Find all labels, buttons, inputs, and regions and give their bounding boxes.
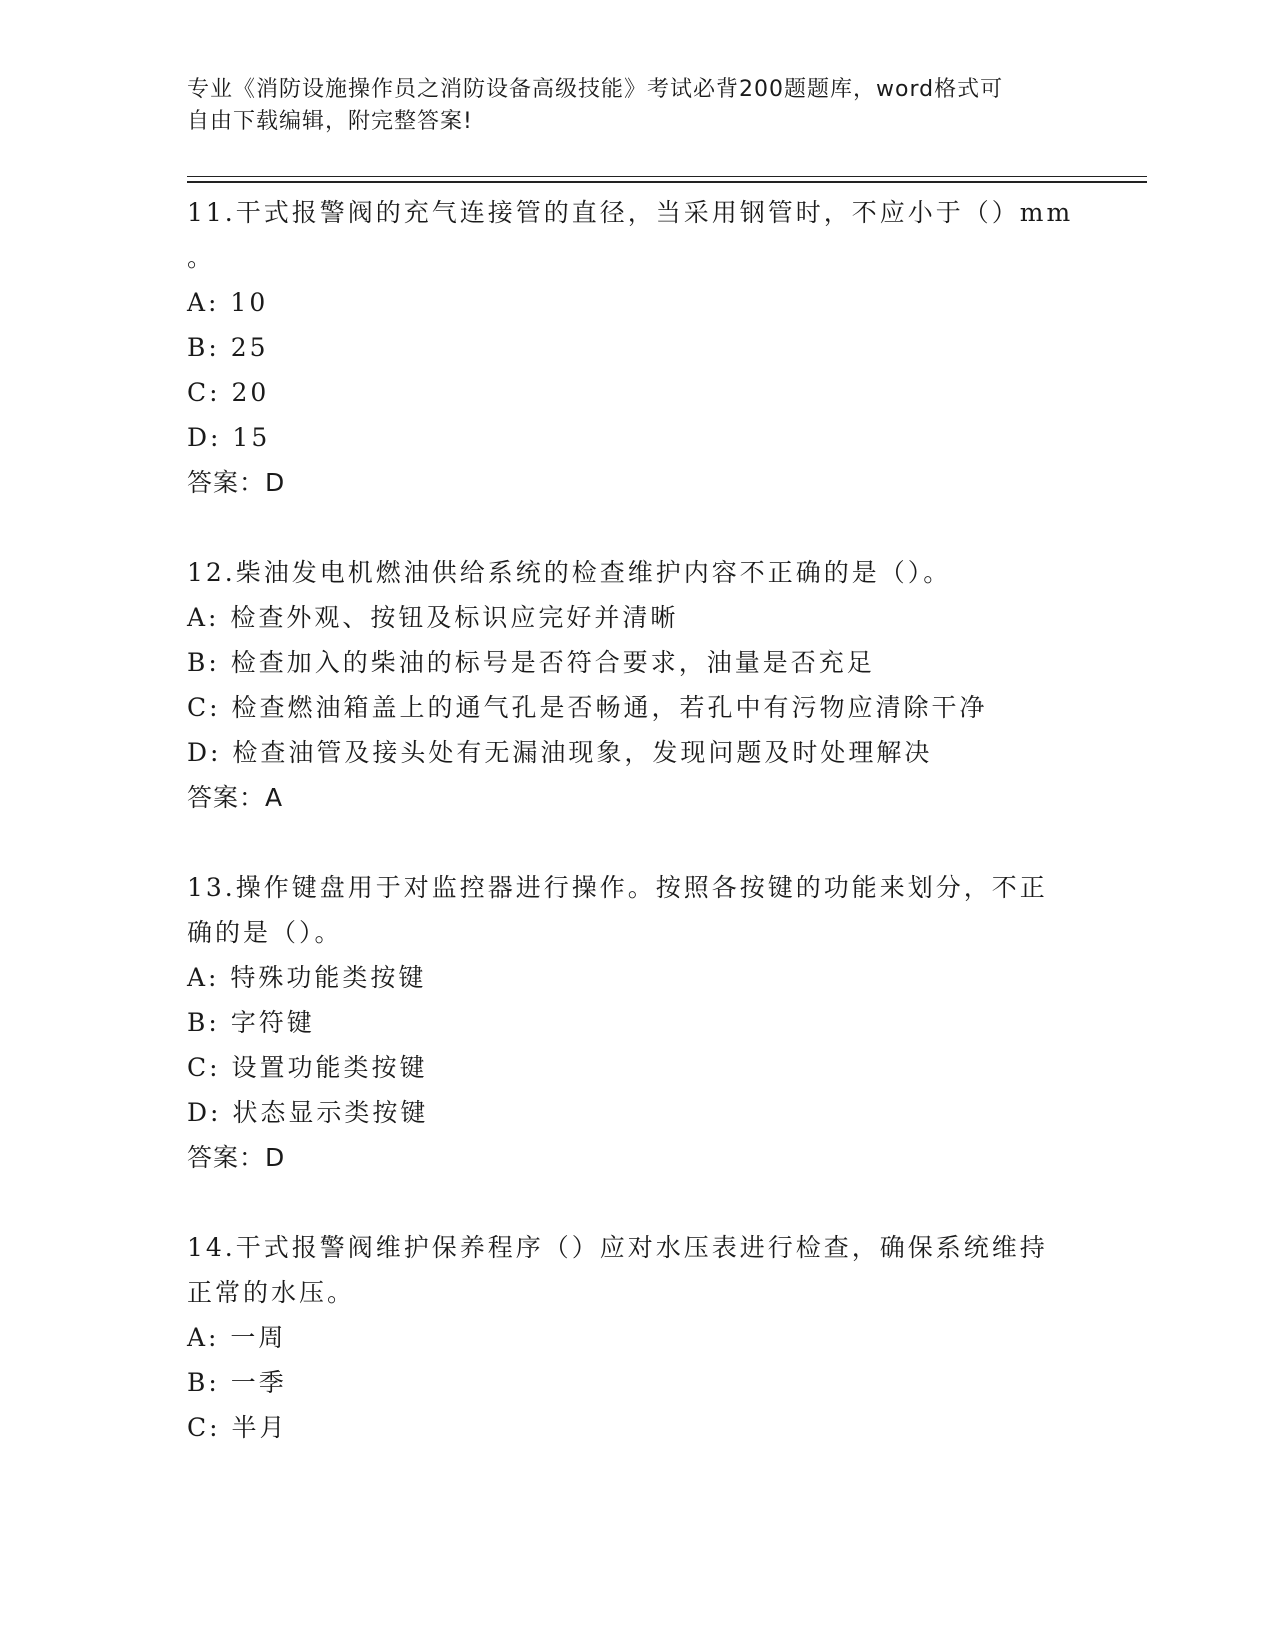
question-list — [187, 190, 1087, 1495]
question-12 — [187, 550, 1087, 820]
document-header — [187, 74, 1067, 138]
header-line-2: 自由下载编辑，附完整答案! — [187, 109, 473, 134]
option-c: C: 设置功能类按键 — [187, 1053, 428, 1082]
answer-label: 答案：A — [187, 783, 284, 812]
option-b: B: 检查加入的柴油的标号是否符合要求，油量是否充足 — [187, 648, 875, 677]
question-14 — [187, 1225, 1087, 1450]
option-a: A: 一周 — [187, 1323, 287, 1352]
header-divider-thick — [187, 181, 1147, 183]
answer-label: 答案：D — [187, 1143, 286, 1172]
header-line-1: 专业《消防设施操作员之消防设备高级技能》考试必背200题题库，word格式可 — [187, 77, 1004, 102]
option-b: B: 25 — [187, 333, 269, 362]
option-b: B: 一季 — [187, 1368, 287, 1397]
option-a: A: 特殊功能类按键 — [187, 963, 427, 992]
option-c: C: 半月 — [187, 1413, 288, 1442]
question-stem: 14.干式报警阀维护保养程序（）应对水压表进行检查，确保系统维持 — [187, 1233, 1048, 1262]
option-c: C: 检查燃油箱盖上的通气孔是否畅通，若孔中有污物应清除干净 — [187, 693, 988, 722]
question-stem: 13.操作键盘用于对监控器进行操作。按照各按键的功能来划分，不正 — [187, 873, 1048, 902]
option-a: A: 检查外观、按钮及标识应完好并清晰 — [187, 603, 679, 632]
option-d: D: 状态显示类按键 — [187, 1098, 429, 1127]
question-stem-continued: 。 — [187, 243, 216, 272]
question-stem: 12.柴油发电机燃油供给系统的检查维护内容不正确的是（）。 — [187, 558, 952, 587]
question-stem: 11.干式报警阀的充气连接管的直径，当采用钢管时，不应小于（）mm — [187, 198, 1074, 227]
header-divider-thin — [187, 176, 1147, 177]
option-d: D: 检查油管及接头处有无漏油现象，发现问题及时处理解决 — [187, 738, 933, 767]
question-13 — [187, 865, 1087, 1180]
answer-label: 答案：D — [187, 468, 286, 497]
option-b: B: 字符键 — [187, 1008, 315, 1037]
question-stem-continued: 正常的水压。 — [187, 1278, 356, 1307]
option-c: C: 20 — [187, 378, 270, 407]
option-a: A: 10 — [187, 288, 269, 317]
option-d: D: 15 — [187, 423, 271, 452]
question-stem-continued: 确的是（）。 — [187, 918, 343, 947]
question-11 — [187, 190, 1087, 505]
